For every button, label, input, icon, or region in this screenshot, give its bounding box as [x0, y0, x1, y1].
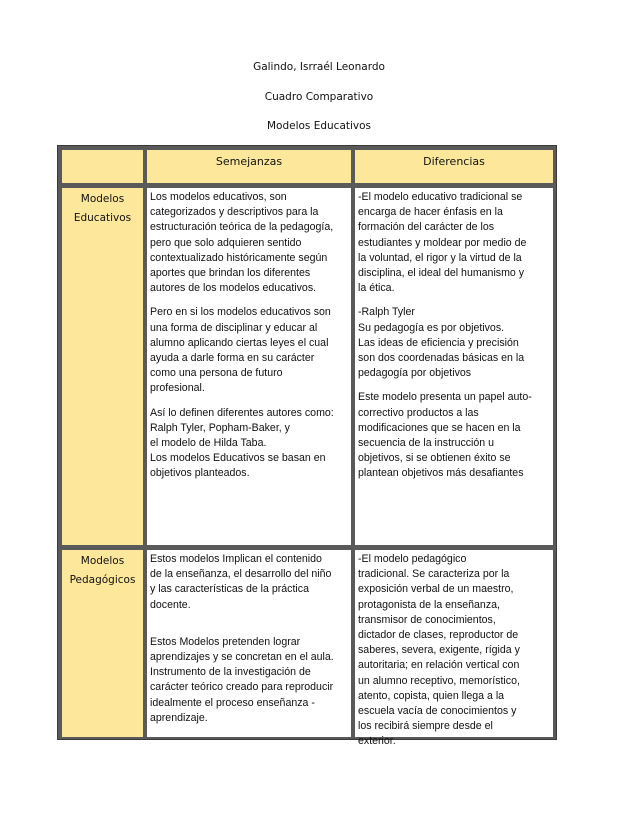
cell-pedagogicos-semejanzas	[147, 550, 351, 737]
paragraph: Este modelo presenta un papel auto- correctivo productos a las modificaciones que se hacen en la secuencia de la instrucción u objetivos, si se obtienen éxito se plantean objetivos más desafiantes	[358, 391, 532, 480]
author-name: Galindo, Isrraél Leonardo	[253, 61, 385, 73]
column-header-diferencias: Diferencias	[355, 150, 553, 183]
paragraph: Estos Modelos pretenden lograr aprendizajes y se concretan en el aula. Instrumento de la investigación de carácter teórico creado para reproducir idealmente el proceso enseñanza - aprendizaje.	[150, 635, 334, 724]
row-label-modelos-pedagogicos: Modelos Pedagógicos	[62, 550, 143, 737]
paragraph: Así lo definen diferentes autores como: Ralph Tyler, Popham-Baker, y el modelo de Hilda Taba. Los modelos Educativos se basan en objetivos planteados.	[150, 406, 334, 480]
document-type: Cuadro Comparativo	[264, 91, 374, 103]
column-header-semejanzas: Semejanzas	[147, 150, 351, 183]
paragraph: -Ralph Tyler Su pedagogía es por objetivos. Las ideas de eficiencia y precisión son dos coordenadas básicas en la pedagogía por objetivos	[358, 306, 525, 380]
paragraph: Los modelos educativos, son categorizados y descriptivos para la estructuración teórica de la pedagogía, pero que solo adquieren sentido contextualizado históricamente según aportes que brindan los diferentes autores de los modelos educativos.	[150, 191, 334, 295]
header-corner-cell	[62, 150, 143, 183]
paragraph: -El modelo pedagógico tradicional. Se caracteriza por la exposición verbal de un maestro, protagonista de la enseñanza, transmisor de conocimientos, dictador de clases, reproductor de saberes, severa, exigente, rígida y autoritaria; en relación vertical con un alumno receptivo, memorístico, atento, copista, quien llega a la escuela vacía de conocimientos y los recibirá siempre desde el exterior.	[358, 553, 520, 748]
cell-educativos-semejanzas	[147, 188, 351, 545]
row-label-modelos-educativos: Modelos Educativos	[62, 188, 143, 545]
paragraph: -El modelo educativo tradicional se encarga de hacer énfasis en la formación del carácter de los estudiantes y moldear por medio de la voluntad, el rigor y la virtud de la disciplina, el ideal del humanismo y la ética.	[358, 191, 527, 295]
document-topic: Modelos Educativos	[266, 120, 372, 132]
cell-educativos-diferencias	[355, 188, 553, 545]
paragraph: Estos modelos Implican el contenido de la enseñanza, el desarrollo del niño y las características de la práctica docente.	[150, 553, 332, 611]
comparison-table	[57, 145, 557, 748]
paragraph: Pero en si los modelos educativos son una forma de disciplinar y educar al alumno aplicando ciertas leyes el cual ayuda a darle forma en su carácter como una persona de futuro profesional.	[150, 306, 331, 395]
cell-pedagogicos-diferencias	[355, 550, 553, 748]
